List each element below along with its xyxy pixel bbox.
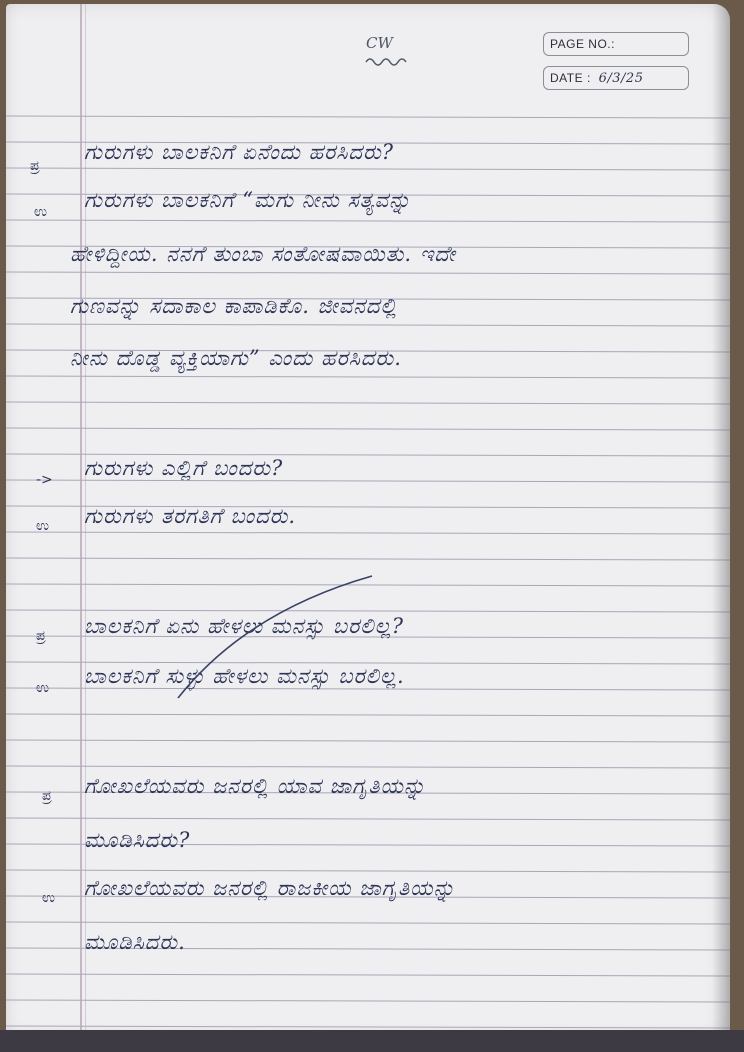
pen-stroke bbox=[176, 572, 376, 702]
notebook-page bbox=[6, 4, 730, 1044]
answer-line: ಗುರುಗಳು ತರಗತಿಗೆ ಬಂದರು. bbox=[84, 504, 297, 528]
answer-line: ಬಾಲಕನಿಗೆ ಸುಳ್ಳು ಹೇಳಲು ಮನಸ್ಸು ಬರಲಿಲ್ಲ. bbox=[84, 664, 405, 688]
question-text: ಗೋಖಲೆಯವರು ಜನರಲ್ಲಿ ಯಾವ ಜಾಗೃತಿಯನ್ನು bbox=[84, 774, 427, 798]
ruled-line bbox=[6, 818, 730, 820]
answer-marker: ಉ bbox=[42, 890, 55, 906]
answer-line: ನೀನು ದೊಡ್ಡ ವ್ಯಕ್ತಿಯಾಗು” ಎಂದು ಹರಸಿದರು. bbox=[70, 346, 402, 370]
page-number-label: PAGE NO.: bbox=[550, 37, 615, 51]
ruled-line bbox=[6, 272, 730, 274]
date-box bbox=[543, 66, 689, 90]
answer-marker: ಉ bbox=[36, 680, 49, 696]
ruled-line bbox=[6, 1026, 730, 1028]
question-marker: ಪ್ರ bbox=[42, 788, 52, 804]
answer-line: ಮೂಡಿಸಿದರು. bbox=[84, 930, 186, 954]
page-number-box bbox=[543, 32, 689, 56]
answer-marker: ಉ bbox=[36, 518, 49, 534]
margin-line bbox=[80, 4, 82, 1044]
answer-line: ಗುರುಗಳು ಬಾಲಕನಿಗೆ “ಮಗು ನೀನು ಸತ್ಯವನ್ನು bbox=[84, 188, 412, 212]
ruled-line bbox=[6, 376, 730, 378]
question-text-cont: ಮೂಡಿಸಿದರು? bbox=[84, 828, 191, 852]
answer-line: ಗುಣವನ್ನು ಸದಾಕಾಲ ಕಾಪಾಡಿಕೊ. ಜೀವನದಲ್ಲಿ bbox=[70, 294, 398, 318]
squiggle-underline bbox=[364, 54, 408, 66]
question-text: ಗುರುಗಳು ಎಲ್ಲಿಗೆ ಬಂದರು? bbox=[84, 456, 284, 480]
ruled-line bbox=[6, 428, 730, 430]
ruled-line bbox=[6, 1000, 730, 1002]
ruled-line bbox=[6, 766, 730, 768]
question-text: ಗುರುಗಳು ಬಾಲಕನಿಗೆ ಏನೆಂದು ಹರಸಿದರು? bbox=[84, 140, 395, 164]
ruled-line bbox=[6, 922, 730, 924]
ruled-line bbox=[6, 168, 730, 170]
date-value: 6/3/25 bbox=[598, 71, 644, 86]
ruled-line bbox=[6, 974, 730, 976]
question-marker: ಪ್ರ bbox=[36, 628, 46, 644]
ruled-line bbox=[6, 714, 730, 716]
ruled-line bbox=[6, 558, 730, 560]
answer-line: ಗೋಖಲೆಯವರು ಜನರಲ್ಲಿ ರಾಜಕೀಯ ಜಾಗೃತಿಯನ್ನು bbox=[84, 876, 456, 900]
ruled-line bbox=[6, 532, 730, 534]
classwork-mark: CW bbox=[366, 34, 393, 52]
question-text: ಬಾಲಕನಿಗೆ ಏನು ಹೇಳಲು ಮನಸ್ಸು ಬರಲಿಲ್ಲ? bbox=[84, 614, 404, 638]
ruled-line bbox=[6, 402, 730, 404]
page-shadow bbox=[712, 4, 730, 1044]
question-marker: ಪ್ರ bbox=[30, 158, 40, 174]
ruled-line bbox=[6, 740, 730, 742]
answer-marker: ಉ bbox=[34, 204, 47, 220]
background-strip bbox=[0, 1030, 744, 1052]
ruled-line bbox=[6, 870, 730, 872]
question-marker: -> bbox=[36, 472, 53, 488]
ruled-line bbox=[6, 116, 730, 118]
ruled-line bbox=[6, 324, 730, 326]
date-label: DATE : bbox=[550, 71, 591, 85]
ruled-line bbox=[6, 220, 730, 222]
answer-line: ಹೇಳಿದ್ದೀಯ. ನನಗೆ ತುಂಬಾ ಸಂತೋಷವಾಯಿತು. ಇದೇ bbox=[70, 242, 456, 266]
